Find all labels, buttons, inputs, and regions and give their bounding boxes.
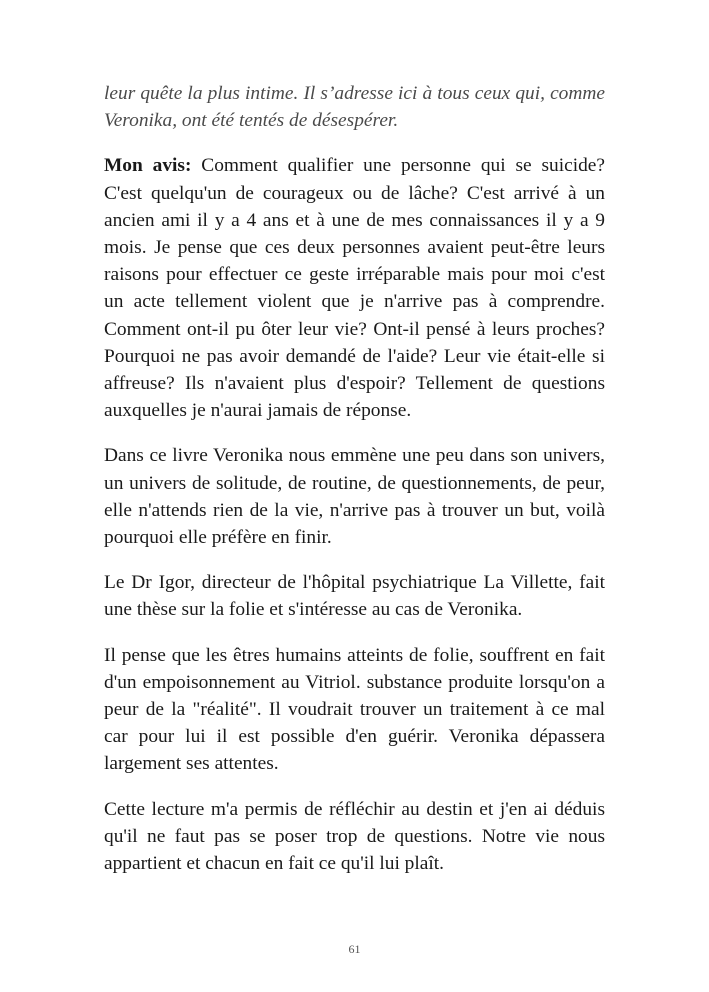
review-paragraph-1-text: Comment qualifier une personne qui se suicide? C'est quelqu'un de courageux ou de lâche? C'est arrivé à un ancien ami il y a 4 ans et à une de mes connaissances il y a 9 mois. Je pense que ces deux personnes avaient peut-être leurs raisons pour effectuer ce geste irréparable mais pour moi c'est un acte tellement violent que je n'arrive pas à comprendre. Comment ont-il pu ôter leur vie? Ont-il pensé à leurs proches? Pourquoi ne pas avoir demandé de l'aide? Leur vie était-elle si affreuse? Ils n'avaient plus d'espoir? Tellement de questions auxquelles je n'aurai jamais de réponse. — [104, 155, 605, 422]
review-label: Mon avis: — [104, 155, 192, 177]
intro-paragraph: leur quête la plus intime. Il s’adresse ici à tous ceux qui, comme Veronika, ont été tentés de désespérer. — [104, 83, 605, 132]
review-paragraph-4: Il pense que les êtres humains atteints de folie, souffrent en fait d'un empoisonnement au Vitriol. substance produite lorsqu'on a peur de la "réalité". Il voudrait trouver un traitement à ce mal car pour lui il est possible d'en guérir. Veronika dépassera largement ses attentes. — [104, 644, 605, 775]
page-number: 61 — [348, 942, 361, 956]
page-body — [104, 80, 605, 895]
review-paragraph-3: Le Dr Igor, directeur de l'hôpital psychiatrique La Villette, fait une thèse sur la folie et s'intéresse au cas de Veronika. — [104, 572, 605, 621]
review-paragraph-1 — [104, 152, 605, 424]
review-paragraph-2: Dans ce livre Veronika nous emmène une peu dans son univers, un univers de solitude, de routine, de questionnements, de peur, elle n'attends rien de la vie, n'arrive pas à trouver un but, voilà pourquoi elle préfère en finir. — [104, 445, 605, 549]
review-paragraph-5: Cette lecture m'a permis de réfléchir au destin et j'en ai déduis qu'il ne faut pas se poser trop de questions. Notre vie nous appartient et chacun en fait ce qu'il lui plaît. — [104, 798, 605, 875]
